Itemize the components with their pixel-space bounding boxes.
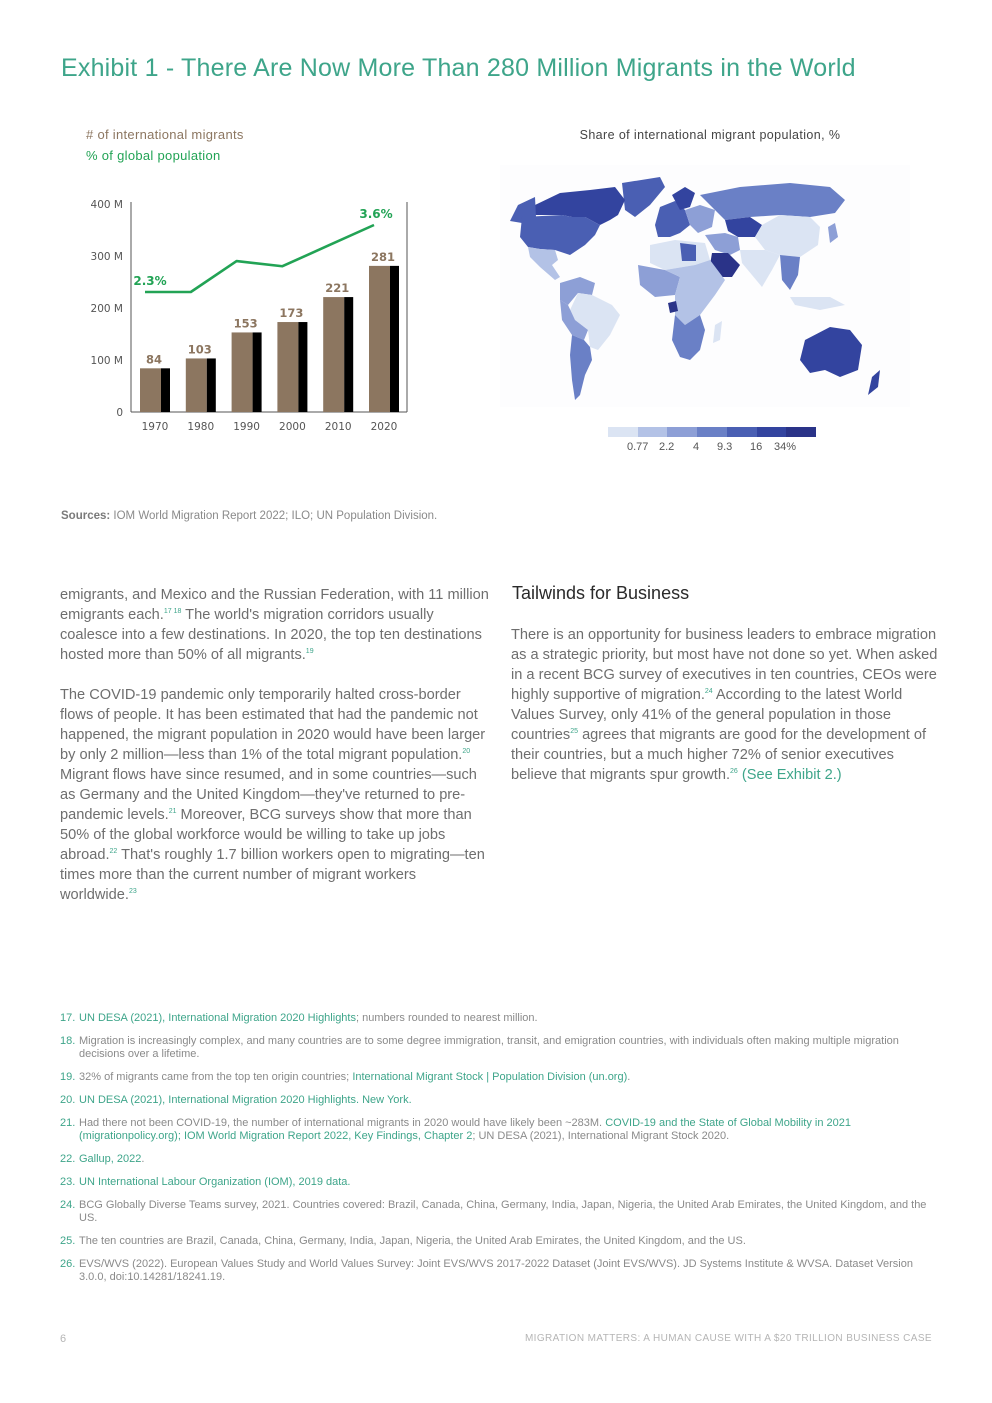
- bar-data-label: 153: [233, 316, 258, 331]
- footnotes-list: [60, 1012, 940, 1294]
- footnote-link[interactable]: COVID-19 and the State of Global Mobility in 2021 (migrationpolicy.org); IOM World Migration Report 2022, Key Findings, Chapter 2: [79, 1117, 851, 1142]
- y-tick-label: 0: [116, 407, 123, 419]
- paragraph: emigrants, and Mexico and the Russian Federation, with 11 million emigrants each.$^{17 18}$ The world's migration corridors usually coalesce into a few destinations. In 2020, the top ten destinations hosted more than 50% of all migrants.$^{19}$: [60, 587, 489, 663]
- footnote-text: [79, 1012, 940, 1025]
- footnote-body: The ten countries are Brazil, Canada, China, Germany, India, Japan, Nigeria, the United Arab Emirates, the United Kingdom, and the US.: [79, 1235, 746, 1247]
- line-data-labels: [133, 207, 392, 288]
- scale-bin-0: [608, 427, 638, 437]
- legend-migrants: # of international migrants: [86, 127, 244, 142]
- paragraph: There is an opportunity for business leaders to embrace migration as a strategic priority, but most have not done so yet. When asked in a recent BCG survey of executives in ten countries, CEOs were highly supportive of migration.$^{24}$ According to the latest World Values Survey, only 41% of the general population in those countries$^{25}$ agrees that migrants are good for the development of their countries, but a much higher 72% of senior executives believe that migrants spur growth.$^{26}$ (See Exhibit 2.): [511, 627, 938, 783]
- sources-label: Sources:: [61, 510, 111, 522]
- footnote-number: 26.: [60, 1258, 76, 1270]
- x-tick-label: 1990: [233, 421, 260, 433]
- scale-bin-6: [786, 427, 816, 437]
- body-right-column: [511, 625, 941, 805]
- bar-1970: [140, 368, 161, 412]
- scale-label: 0.77: [627, 441, 649, 453]
- footnote-18: [60, 1035, 940, 1061]
- footnote-number: 20.: [60, 1094, 76, 1106]
- footnote-ref[interactable]: 17 18: [163, 608, 182, 615]
- scale-bin-4: [727, 427, 757, 437]
- footnote-ref[interactable]: 22: [109, 848, 118, 855]
- bar-data-label: 173: [279, 306, 304, 321]
- footnote-text: [79, 1153, 940, 1166]
- legend-pct-population: % of global population: [86, 148, 221, 163]
- footnote-ref[interactable]: 25: [570, 728, 579, 735]
- x-tick-label: 1970: [141, 421, 169, 433]
- bars: [140, 266, 399, 412]
- bar-shadow-2020: [390, 266, 399, 412]
- x-tick-label: 2010: [324, 421, 352, 433]
- footnote-23: [60, 1176, 940, 1189]
- footnote-17: [60, 1012, 940, 1025]
- footnote-text: [79, 1094, 940, 1107]
- exhibit-title: Exhibit 1 - There Are Now More Than 280 Million Migrants in the World: [61, 54, 856, 82]
- bar-1990: [232, 332, 253, 412]
- exhibit-2-link[interactable]: (See Exhibit 2.): [737, 767, 842, 783]
- footnote-number: 24.: [60, 1199, 76, 1211]
- footnote-body: EVS/WVS (2022). European Values Study and World Values Survey: Joint EVS/WVS 2017-2022 Dataset (Joint EVS/WVS). JD Systems Institute & WVSA. Dataset Version 3.0.0, doi:10.14281/18241.19.: [79, 1258, 913, 1283]
- y-tick-label: 300 M: [90, 251, 123, 263]
- footnote-body: Migration is increasingly complex, and many countries are to some degree immigration, transit, and emigration countries, with individuals often making multiple migration decisions over a lifetime.: [79, 1035, 899, 1060]
- body-left-column: [60, 585, 490, 925]
- running-title: MIGRATION MATTERS: A HUMAN CAUSE WITH A $20 TRILLION BUSINESS CASE: [524, 1333, 932, 1344]
- scale-bin-1: [638, 427, 668, 437]
- footnote-ref[interactable]: 19: [305, 648, 314, 655]
- footnote-body: .: [141, 1153, 145, 1165]
- footnote-number: 18.: [60, 1035, 76, 1047]
- bar-2020: [369, 266, 390, 412]
- footnote-body: ; UN DESA (2021), International Migrant Stock 2020.: [472, 1130, 730, 1142]
- bar-shadow-2000: [298, 322, 307, 412]
- region-libya: [680, 243, 696, 261]
- line-data-label: 3.6%: [359, 207, 393, 221]
- footnote-link[interactable]: Gallup, 2022: [79, 1153, 142, 1165]
- y-tick-label: 200 M: [90, 303, 123, 315]
- footnote-ref[interactable]: 24: [704, 688, 713, 695]
- footnote-26: [60, 1258, 940, 1284]
- footnote-body: ; numbers rounded to nearest million.: [355, 1012, 538, 1024]
- footnote-body: Had there not been COVID-19, the number of international migrants in 2020 would have likely been ~283M.: [79, 1117, 606, 1129]
- y-tick-label: 400 M: [90, 199, 123, 211]
- footnote-text: [79, 1258, 940, 1284]
- footnote-text: [79, 1176, 940, 1189]
- footnote-number: 17.: [60, 1012, 76, 1024]
- bar-shadow-1970: [161, 368, 170, 412]
- bar-data-labels: [146, 250, 395, 366]
- page-number: 6: [60, 1333, 67, 1345]
- scale-label: 34%: [774, 441, 797, 453]
- footnote-ref[interactable]: 20: [462, 748, 471, 755]
- bar-data-label: 281: [370, 249, 396, 264]
- x-tick-label: 1980: [187, 421, 215, 433]
- footnote-text: [79, 1035, 940, 1061]
- footnote-text: [79, 1235, 940, 1248]
- footnote-number: 21.: [60, 1117, 76, 1129]
- bar-shadow-2010: [344, 297, 353, 412]
- line-data-label: 2.3%: [133, 274, 167, 288]
- footnote-24: [60, 1199, 940, 1225]
- footnote-body: 32% of migrants came from the top ten origin countries;: [79, 1071, 353, 1083]
- footnote-20: [60, 1094, 940, 1107]
- footnote-25: [60, 1235, 940, 1248]
- footnote-22: [60, 1153, 940, 1166]
- paragraph: The COVID-19 pandemic only temporarily halted cross-border flows of people. It has been estimated that had the pandemic not happened, the migrant population in 2020 would have been larger by only 2 million—less than 1% of the total migrant population.$^{20}$ Migrant flows have since resumed, and in some countries—such as Germany and the United Kingdom—they've returned to pre-pandemic levels.$^{21}$ Moreover, BCG surveys show that more than 50% of the global workforce would be willing to take up jobs abroad.$^{22}$ That's roughly 1.7 billion workers open to migrating—ten times more than the current number of migrant workers worldwide.$^{23}$: [60, 687, 486, 903]
- x-tick-label: 2000: [279, 421, 306, 433]
- footnote-number: 23.: [60, 1176, 76, 1188]
- footnote-number: 19.: [60, 1071, 76, 1083]
- footnote-21: [60, 1117, 940, 1143]
- sources-text: IOM World Migration Report 2022; ILO; UN Population Division.: [110, 510, 438, 522]
- x-axis-labels: [142, 421, 398, 433]
- sources-note: [61, 510, 437, 522]
- footnote-link[interactable]: UN International Labour Organization (IOM), 2019 data.: [79, 1176, 351, 1188]
- bar-data-label: 221: [325, 281, 350, 296]
- x-tick-label: 2020: [370, 421, 398, 433]
- footnote-19: [60, 1071, 940, 1084]
- bar-data-label: 84: [145, 352, 163, 367]
- scale-label: 9.3: [717, 441, 733, 453]
- map-title: Share of international migrant population, %: [579, 128, 841, 142]
- bar-shadow-1980: [207, 358, 216, 412]
- y-tick-label: 100 M: [90, 355, 123, 367]
- bar-shadow-1990: [253, 332, 262, 412]
- scale-label: 4: [693, 441, 700, 453]
- bar-1980: [186, 358, 207, 412]
- footnote-link[interactable]: UN DESA (2021), International Migration 2020 Highlights: [79, 1012, 356, 1024]
- footnote-body: BCG Globally Diverse Teams survey, 2021. Countries covered: Brazil, Canada, China, Germany, India, Japan, Nigeria, the United Arab Emirates, the United Kingdom, and the US.: [79, 1199, 927, 1224]
- footnote-link[interactable]: UN DESA (2021), International Migration 2020 Highlights. New York.: [79, 1094, 412, 1106]
- section-heading: Tailwinds for Business: [512, 583, 690, 603]
- scale-label: 2.2: [659, 441, 675, 453]
- footnote-number: 22.: [60, 1153, 76, 1165]
- footnote-body: .: [627, 1071, 631, 1083]
- bar-2010: [323, 297, 344, 412]
- bar-2000: [277, 322, 298, 412]
- footnote-ref[interactable]: 21: [168, 808, 177, 815]
- world-choropleth-map: [500, 165, 910, 407]
- footnote-link[interactable]: International Migrant Stock | Population Division (un.org): [352, 1071, 628, 1083]
- y-axis-ticks: [91, 199, 123, 419]
- footnote-ref[interactable]: 23: [128, 888, 137, 895]
- footnote-text: [79, 1071, 940, 1084]
- scale-bin-3: [697, 427, 727, 437]
- scale-bin-5: [757, 427, 787, 437]
- footnote-ref[interactable]: 26: [730, 768, 738, 775]
- map-color-scale: [608, 427, 816, 437]
- footnote-number: 25.: [60, 1235, 76, 1247]
- footnote-text: [79, 1199, 940, 1225]
- migrants-bar-chart: [80, 190, 420, 440]
- bar-data-label: 103: [187, 342, 212, 357]
- scale-label: 16: [750, 441, 763, 453]
- scale-bin-2: [667, 427, 697, 437]
- footnote-text: [79, 1117, 940, 1143]
